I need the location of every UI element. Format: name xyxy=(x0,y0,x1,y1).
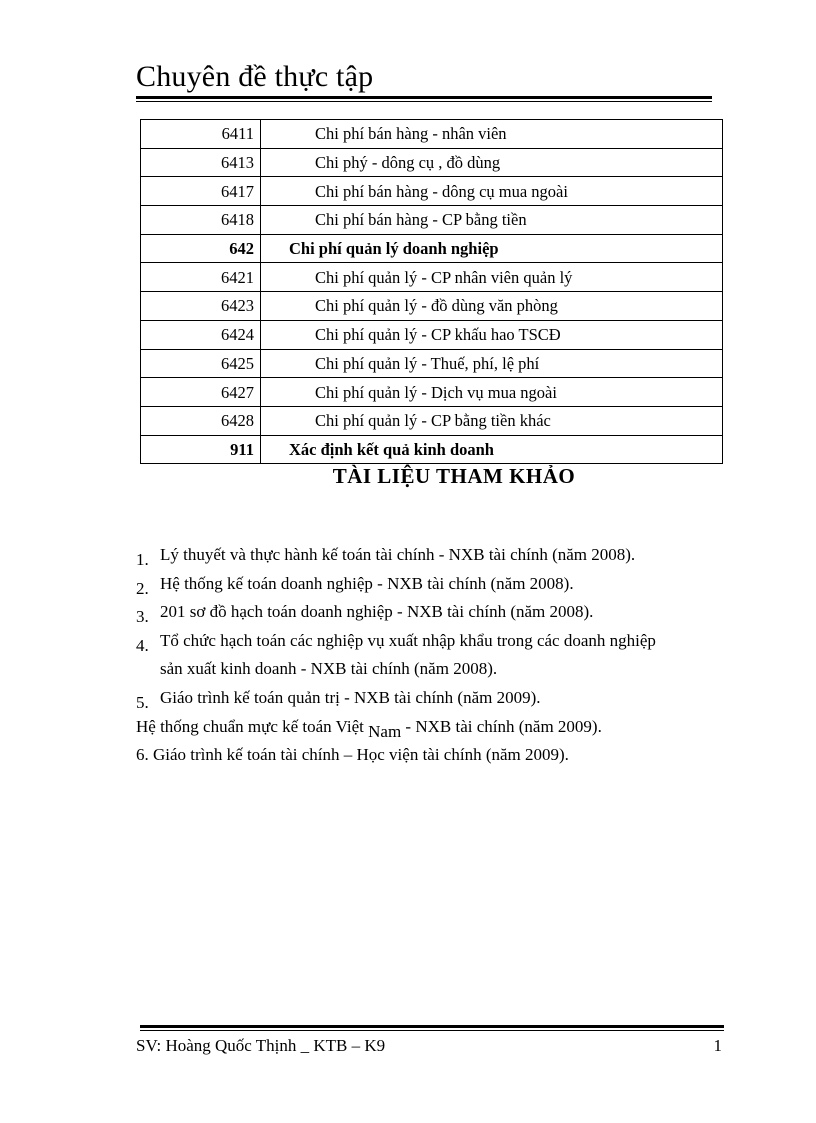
footer-rule-thin xyxy=(140,1030,724,1031)
table-row xyxy=(141,234,723,263)
account-name: Chi phí quản lý doanh nghiệp xyxy=(261,234,723,263)
list-item xyxy=(136,655,736,684)
account-code: 6427 xyxy=(141,378,261,407)
table-row xyxy=(141,263,723,292)
list-text: Lý thuyết và thực hành kế toán tài chính - NXB tài chính (năm 2008). xyxy=(160,545,636,564)
list-text: 6. Giáo trình kế toán tài chính – Học viện tài chính (năm 2009). xyxy=(136,745,569,765)
header-rule-thick xyxy=(136,96,712,99)
account-name: Chi phí quản lý - CP nhân viên quản lý xyxy=(261,263,723,292)
list-text: Giáo trình kế toán quản trị - NXB tài chính (năm 2009). xyxy=(160,687,541,707)
account-name: Chi phí quản lý - CP khấu hao TSCĐ xyxy=(261,320,723,349)
list-number: 2. xyxy=(136,578,149,598)
table-row xyxy=(141,206,723,235)
list-number: 1. xyxy=(136,550,149,569)
account-code: 6423 xyxy=(141,292,261,321)
account-name: Chi phí bán hàng - dông cụ mua ngoài xyxy=(261,177,723,206)
account-name: Chi phý - dông cụ , đồ dùng xyxy=(261,148,723,177)
account-name: Chi phí quản lý - Thuế, phí, lệ phí xyxy=(261,349,723,378)
list-item xyxy=(136,598,736,627)
page-header-title: Chuyên đề thực tập xyxy=(136,60,374,93)
list-text-sub: Nam xyxy=(368,721,402,741)
table-row xyxy=(141,292,723,321)
list-text: 201 sơ đồ hạch toán doanh nghiệp - NXB tài chính (năm 2008). xyxy=(160,602,594,622)
list-text: sản xuất kinh doanh - NXB tài chính (năm 2008). xyxy=(160,659,498,679)
footer-student: SV: Hoàng Quốc Thịnh _ KTB – K9 xyxy=(136,1036,386,1055)
list-number: 4. xyxy=(136,635,149,655)
list-number: 5. xyxy=(136,692,149,712)
list-text xyxy=(136,713,602,741)
list-item xyxy=(136,541,736,570)
table-row xyxy=(141,406,723,435)
account-code: 911 xyxy=(141,435,261,464)
list-text-after: - NXB tài chính (năm 2009). xyxy=(401,716,602,736)
table-row xyxy=(141,148,723,177)
list-item xyxy=(136,684,736,713)
account-name: Chi phí bán hàng - nhân viên xyxy=(261,120,723,149)
list-item xyxy=(136,627,736,656)
account-code: 6421 xyxy=(141,263,261,292)
table-row xyxy=(141,320,723,349)
table-row xyxy=(141,378,723,407)
account-code: 6428 xyxy=(141,406,261,435)
footer-rule-thick xyxy=(140,1025,724,1028)
account-code: 6418 xyxy=(141,206,261,235)
account-code: 6424 xyxy=(141,320,261,349)
table-row xyxy=(141,120,723,149)
list-text-before: Hệ thống chuẩn mực kế toán Việt xyxy=(136,716,369,736)
account-name: Chi phí quản lý - đồ dùng văn phòng xyxy=(261,292,723,321)
account-code: 6411 xyxy=(141,120,261,149)
list-text: Hệ thống kế toán doanh nghiệp - NXB tài chính (năm 2008). xyxy=(160,573,574,593)
list-number: 3. xyxy=(136,607,149,627)
table-row xyxy=(141,435,723,464)
account-name: Chi phí bán hàng - CP bằng tiền xyxy=(261,206,723,235)
list-item-last xyxy=(136,741,736,770)
account-table xyxy=(140,119,723,464)
account-code: 6417 xyxy=(141,177,261,206)
table-row xyxy=(141,177,723,206)
account-code: 6413 xyxy=(141,148,261,177)
list-item-extra xyxy=(136,713,736,742)
list-item xyxy=(136,570,736,599)
account-name: Xác định kết quả kinh doanh xyxy=(261,435,723,464)
account-name: Chi phí quản lý - Dịch vụ mua ngoài xyxy=(261,378,723,407)
table-row xyxy=(141,349,723,378)
header-rule-thin xyxy=(136,101,712,102)
list-text: Tổ chức hạch toán các nghiệp vụ xuất nhập khẩu trong các doanh nghiệp xyxy=(160,630,656,650)
account-name: Chi phí quản lý - CP bằng tiền khác xyxy=(261,406,723,435)
account-code: 642 xyxy=(141,234,261,263)
account-code: 6425 xyxy=(141,349,261,378)
footer-page-number: 1 xyxy=(713,1036,722,1055)
references-list xyxy=(136,541,736,770)
references-title: TÀI LIỆU THAM KHẢO xyxy=(332,464,576,488)
